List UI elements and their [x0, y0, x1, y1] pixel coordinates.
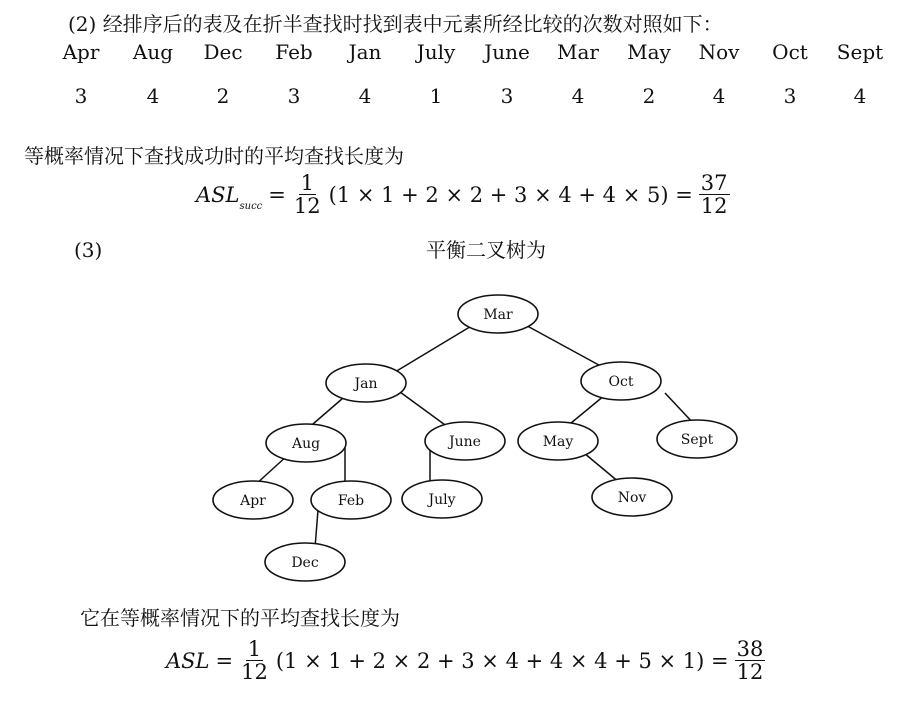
- count-cell: 4: [853, 84, 867, 108]
- success-text: 等概率情况下查找成功时的平均查找长度为: [24, 144, 404, 168]
- month-cell: Mar: [557, 40, 599, 64]
- count-cell: 3: [500, 84, 514, 108]
- count-cell: 4: [358, 84, 372, 108]
- tree-edge: [315, 510, 318, 548]
- asl-body: (1 × 1 + 2 × 2 + 3 × 4 + 4 × 4 + 5 × 1) =: [275, 648, 729, 673]
- count-cell: 4: [712, 84, 726, 108]
- tree-node-label: June: [449, 434, 481, 450]
- month-cell: Jan: [348, 40, 382, 64]
- count-cell: 3: [783, 84, 797, 108]
- asl-succ-lhs: $ASL_{succ}$: [196, 182, 263, 212]
- count-cell: 1: [429, 84, 443, 108]
- tree-node-label: Apr: [240, 493, 266, 509]
- result-fraction: $\frac{38}{12}$: [736, 637, 764, 685]
- tree-node-label: Sept: [680, 432, 714, 448]
- equals-sign: =: [268, 182, 286, 207]
- count-cell: 2: [642, 84, 656, 108]
- tree-labels: [239, 307, 713, 571]
- section-2-heading: (2) 经排序后的表及在折半查找时找到表中元素所经比较的次数对照如下：: [68, 12, 723, 36]
- tree-node-label: Aug: [291, 436, 321, 452]
- average-length-text: 它在等概率情况下的平均查找长度为: [80, 606, 400, 630]
- tree-node-label: Oct: [608, 374, 634, 390]
- tree-node-label: Mar: [483, 307, 513, 323]
- tree-edge: [390, 322, 478, 375]
- month-cell: Sept: [836, 40, 884, 64]
- count-cell: 2: [216, 84, 230, 108]
- tree-node-label: Feb: [337, 493, 365, 509]
- asl-succ-body: (1 × 1 + 2 × 2 + 3 × 4 + 4 × 5) =: [328, 182, 693, 207]
- month-cell: Dec: [203, 40, 243, 64]
- month-cell: Oct: [772, 40, 808, 64]
- month-cell: Aug: [132, 40, 174, 64]
- tree-node-label: July: [428, 492, 456, 508]
- asl-lhs: ASL: [166, 648, 210, 673]
- month-cell: Nov: [698, 40, 740, 64]
- month-cell: May: [627, 40, 671, 64]
- tree-title: 平衡二叉树为: [426, 238, 546, 262]
- count-cell: 3: [287, 84, 301, 108]
- tree-node-label: Jan: [354, 376, 378, 392]
- month-cell: July: [416, 40, 456, 64]
- count-cell: 4: [146, 84, 160, 108]
- count-cell: 4: [571, 84, 585, 108]
- tree-edge: [520, 322, 608, 370]
- result-fraction: $\frac{37}{12}$: [700, 171, 728, 219]
- month-cell: Feb: [275, 40, 313, 64]
- section-3-label: (3): [74, 238, 103, 262]
- tree-node-label: Nov: [617, 490, 647, 506]
- month-cell: June: [484, 40, 530, 64]
- equals-sign: =: [215, 648, 234, 673]
- fraction: $\frac{1}{12}$: [293, 171, 321, 219]
- tree-node-label: Dec: [291, 555, 319, 571]
- tree-node-label: May: [542, 434, 574, 450]
- month-cell: Apr: [62, 40, 100, 64]
- count-cell: 3: [74, 84, 88, 108]
- fraction: $\frac{1}{12}$: [241, 637, 268, 685]
- asl-formula: [166, 638, 765, 683]
